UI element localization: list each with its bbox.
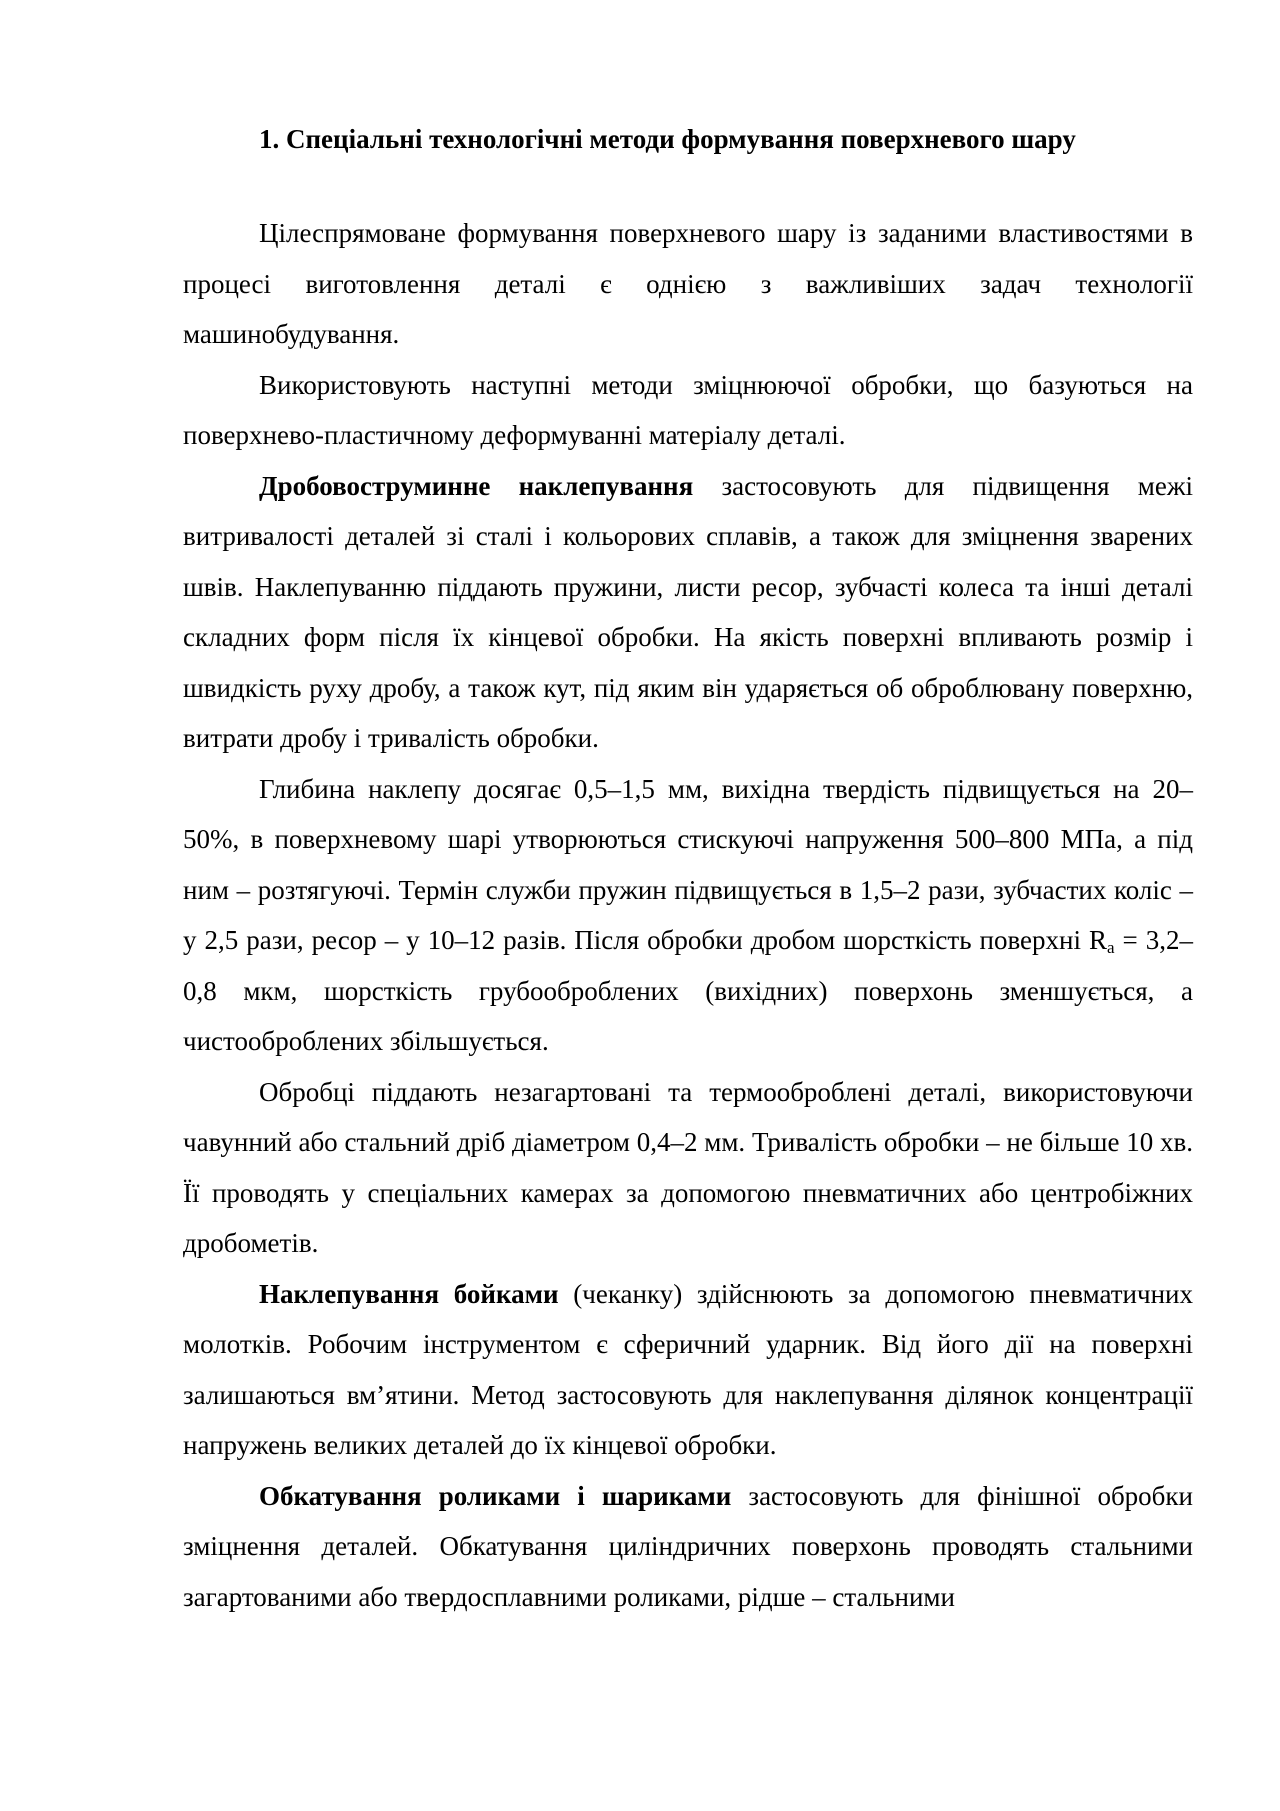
paragraph-striker-peening bbox=[183, 1269, 1193, 1471]
term-rolling: Обкатування роликами і шариками bbox=[259, 1480, 732, 1511]
term-striker-peening: Наклепування бойками bbox=[259, 1278, 559, 1309]
roughness-subscript: a bbox=[1107, 938, 1115, 957]
section-title: 1. Спеціальні технологічні методи формування поверхневого шару bbox=[259, 124, 1076, 154]
term-shot-peening: Дробовоструминне наклепування bbox=[259, 470, 694, 501]
paragraph-shot-peening bbox=[183, 461, 1193, 764]
paragraph-rolling bbox=[183, 1471, 1193, 1623]
rolling-text: застосовують для фінішної обробки зміцнення деталей. Обкатування циліндричних поверхонь проводять стальними загартованими або твердосплавними роликами, рідше – стальними bbox=[183, 1480, 1193, 1612]
document-page bbox=[183, 118, 1193, 1622]
hardening-depth-text: Глибина наклепу досягає 0,5–1,5 мм, вихідна твердість підвищується на 20–50%, в поверхневому шарі утворюються стискуючі напруження 500–800 МПа, а під ним – розтягуючі. Термін служби пружин підвищується в 1,5–2 рази, зубчастих коліс – у 2,5 рази, ресор – у 10–12 разів. Після обробки дробом шорсткість поверхні R bbox=[183, 773, 1193, 955]
paragraph-processing: Обробці піддають незагартовані та термооброблені деталі, використовуючи чавунний або стальний дріб діаметром 0,4–2 мм. Тривалість обробки – не більше 10 хв. Її проводять у спеціальних камерах за допомогою пневматичних або центробіжних дробометів. bbox=[183, 1076, 1193, 1258]
paragraph-hardening-depth bbox=[183, 764, 1193, 1067]
shot-peening-text: застосовують для підвищення межі витривалості деталей зі сталі і кольорових сплавів, а також для зміцнення зварених швів. Наклепуванню піддають пружини, листи ресор, зубчасті колеса та інші деталі складних форм після їх кінцевої обробки. На якість поверхні впливають розмір і швидкість руху дробу, а також кут, під яким він ударяється об оброблювану поверхню, витрати дробу і тривалість обробки. bbox=[183, 470, 1193, 753]
hardening-depth-text-end: = 3,2–0,8 мкм, шорсткість грубооброблених (вихідних) поверхонь зменшується, а чистооброблених збільшується. bbox=[183, 925, 1194, 1056]
striker-peening-text: (чеканку) здійснюють за допомогою пневматичних молотків. Робочим інструментом є сферичний ударник. Від його дії на поверхні залишаються вм’ятини. Метод застосовують для наклепування ділянок концентрації напружень великих деталей до їх кінцевої обробки. bbox=[183, 1278, 1193, 1460]
paragraph-intro: Цілеспрямоване формування поверхневого шару із заданими властивостями в процесі виготовлення деталі є однією з важливіших задач технології машинобудування. bbox=[183, 218, 1193, 349]
paragraph-methods: Використовують наступні методи зміцнюючої обробки, що базуються на поверхнево-пластичному деформуванні матеріалу деталі. bbox=[183, 369, 1193, 450]
